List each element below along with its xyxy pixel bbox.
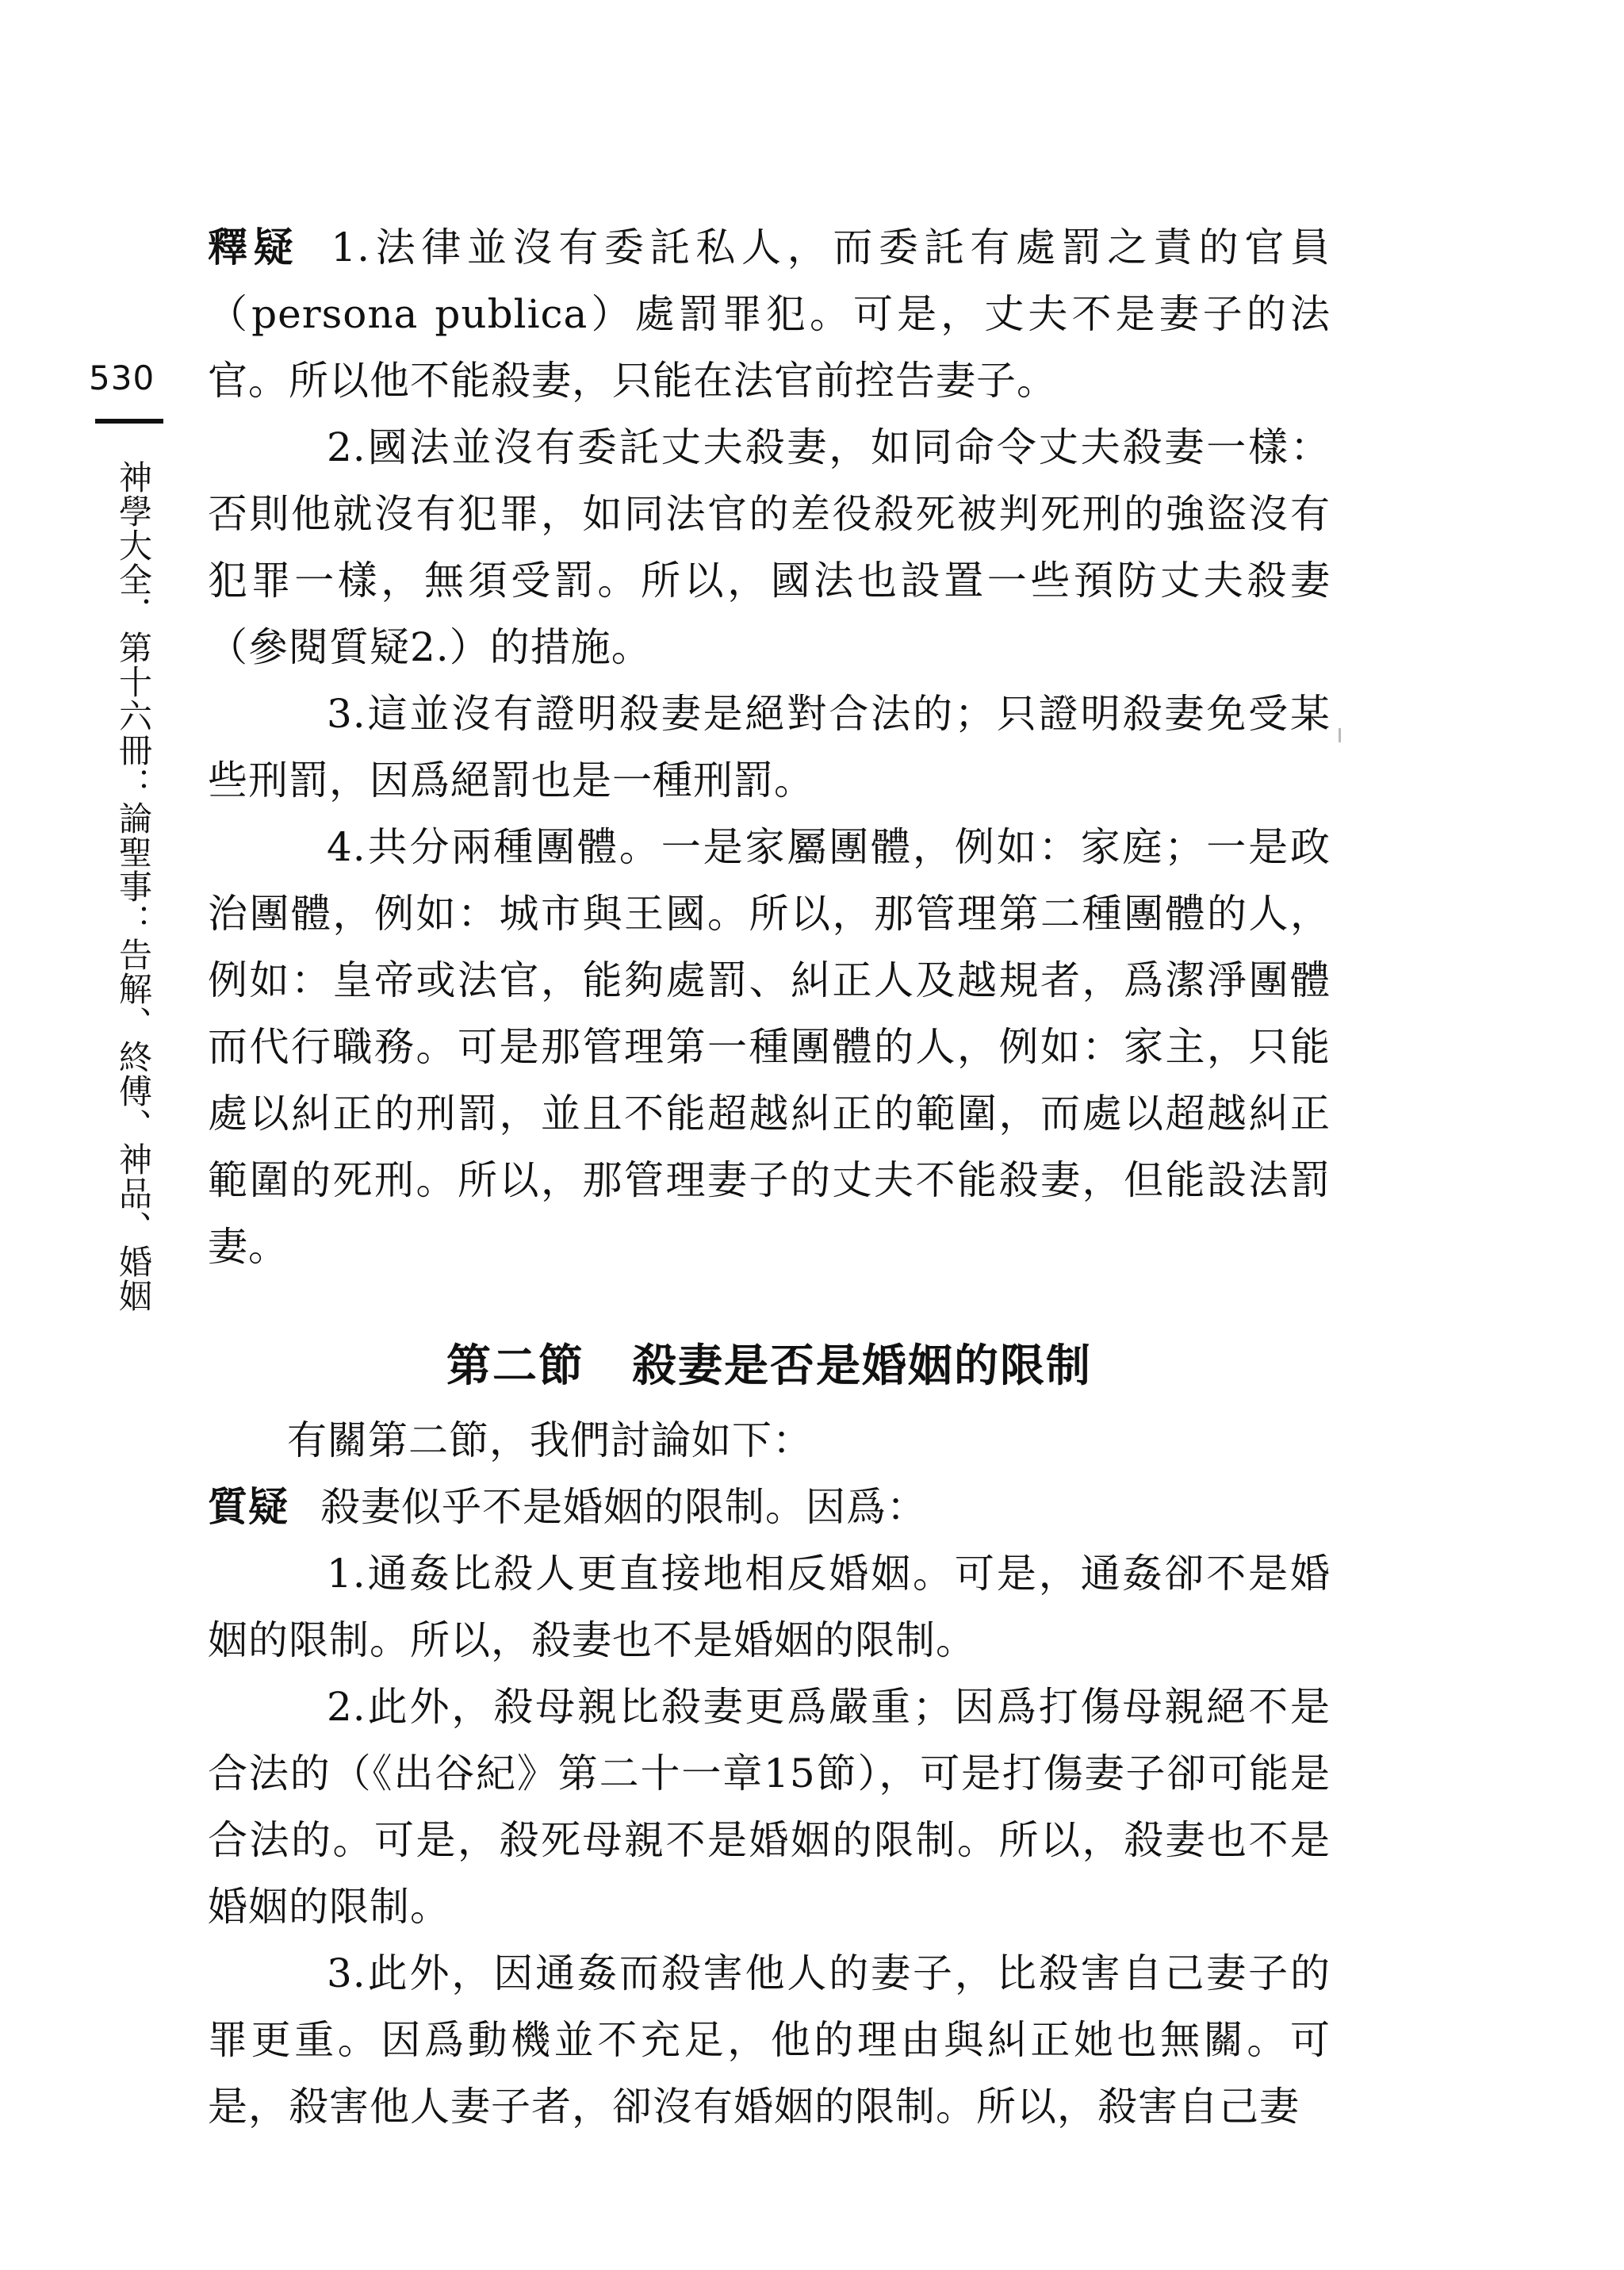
side-rule	[95, 419, 163, 424]
reply-paragraph-2: 2.國法並沒有委託丈夫殺妻，如同命令丈夫殺妻一樣：否則他就沒有犯罪，如同法官的差役殺死被判死刑的強盜沒有犯罪一樣，無須受罰。所以，國法也設置一些預防丈夫殺妻（參閱質疑2.）的措施。	[208, 424, 1331, 670]
running-head: 神學大全．第十六冊：論聖事：告解、終傅、神品、婚姻	[114, 460, 153, 1313]
section-number: 第二節	[446, 1340, 584, 1392]
section-intro: 有關第二節，我們討論如下：	[287, 1417, 813, 1463]
reply-label: 釋疑	[208, 224, 300, 270]
objection-label: 質疑	[208, 1483, 289, 1530]
reply-text-1: 1.法律並沒有委託私人，而委託有處罰之責的官員（persona publica）處罰罪犯。可是，丈夫不是妻子的法官。所以他不能殺妻，只能在法官前控告妻子。	[208, 224, 1331, 404]
objection-lead-paragraph	[208, 1474, 1331, 1540]
reply-paragraph-4: 4.共分兩種團體。一是家屬團體，例如：家庭；一是政治團體，例如：城市與王國。所以，那管理第二種團體的人，例如：皇帝或法官，能夠處罰、糾正人及越規者，爲潔淨團體而代行職務。可是那管理第一種團體的人，例如：家主，只能處以糾正的刑罰，並且不能超越糾正的範圍，而處以超越糾正範圍的死刑。所以，那管理妻子的丈夫不能殺妻，但能設法罰妻。	[208, 824, 1331, 1270]
reply-paragraph-1	[208, 214, 1331, 414]
objection-lead: 殺妻似乎不是婚姻的限制。因爲：	[320, 1484, 927, 1530]
page-number: 530	[89, 359, 155, 397]
reply-paragraph-3: 3.這並沒有證明殺妻是絕對合法的；只證明殺妻免受某些刑罰，因爲絕罰也是一種刑罰。	[208, 691, 1331, 803]
scan-mark	[1339, 728, 1341, 742]
objection-paragraph-3: 3.此外，因通姦而殺害他人的妻子，比殺害自己妻子的罪更重。因爲動機並不充足，他的理由與糾正她也無關。可是，殺害他人妻子者，卻沒有婚姻的限制。所以，殺害自己妻	[208, 1950, 1331, 2130]
objection-paragraph-2: 2.此外，殺母親比殺妻更爲嚴重；因爲打傷母親絕不是合法的（《出谷紀》第二十一章15節），可是打傷妻子卻可能是合法的。可是，殺死母親不是婚姻的限制。所以，殺妻也不是婚姻的限制。	[208, 1684, 1331, 1930]
section-heading	[208, 1332, 1331, 1399]
text-block	[208, 214, 1331, 2140]
section-title: 殺妻是否是婚姻的限制	[632, 1340, 1092, 1392]
objection-paragraph-1: 1.通姦比殺人更直接地相反婚姻。可是，通姦卻不是婚姻的限制。所以，殺妻也不是婚姻的限制。	[208, 1551, 1331, 1663]
